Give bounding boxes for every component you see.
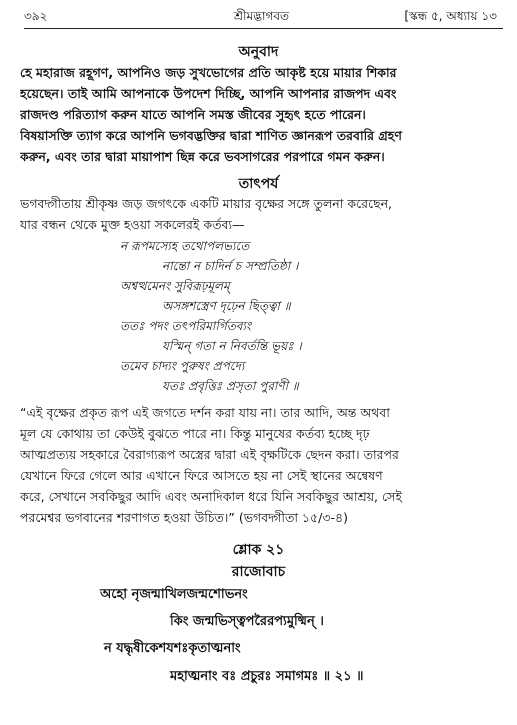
quote-line: মূল যে কোথায় তা কেউই বুঝতে পারে না। কিন্তু মানুষের কর্তব্য হচ্ছে দৃঢ় bbox=[20, 426, 370, 441]
running-header bbox=[24, 6, 505, 28]
verse-line: ততঃ পদং তৎপরিমার্গিতব্যং bbox=[120, 319, 252, 333]
translation-text bbox=[20, 62, 501, 167]
verse-line: যস্মিন্ গতা ন নিবর্তন্তি ভূয়ঃ । bbox=[162, 339, 302, 353]
purport-heading: তাৎপর্য bbox=[238, 176, 279, 192]
purport-intro-line: যার বন্ধন থেকে মুক্ত হওয়া সকলেরই কর্তব্য— bbox=[20, 217, 245, 232]
verse-line: অশ্বত্থমেনং সুবিরূঢ়মূলম্ bbox=[120, 279, 230, 293]
sloka-line: কিং জন্মভিস্ত্বপরৈরপ্যমুষ্মিন্ । bbox=[170, 614, 324, 629]
verse-line: তমেব চাদ্যং পুরুষং প্রপদ্যে bbox=[120, 359, 245, 373]
quote-line: আত্মপ্রত্যয় সহকারে বৈরাগ্যরূপ অস্ত্রের দ্বারা এই বৃক্ষটিকে ছেদন করা। তারপর bbox=[20, 447, 399, 462]
translation-line: হে মহারাজ রহূগণ, আপনিও জড় সুখভোগের প্রতি আকৃষ্ট হয়ে মায়ার শিকার bbox=[20, 65, 397, 80]
book-title: শ্রীমদ্ভাগবত bbox=[234, 9, 290, 23]
verse-line: অসঙ্গশস্ত্রেণ দৃঢ়েন ছিত্ত্বা ॥ bbox=[162, 299, 291, 313]
gita-verse bbox=[0, 236, 517, 396]
header-rule bbox=[24, 28, 503, 29]
translation-line: হয়েছেন। তাই আমি আপনাকে উপদেশ দিচ্ছি, আপনি আপনার রাজপদ এবং bbox=[20, 86, 397, 101]
purport-intro bbox=[20, 193, 501, 235]
quote-line: “এই বৃক্ষের প্রকৃত রূপ এই জগতে দর্শন করা যায় না। তার আদি, অন্ত অথবা bbox=[20, 405, 390, 420]
sloka-speaker: রাজোবাচ bbox=[231, 564, 286, 580]
translation-line: বিষয়াসক্তি ত্যাগ করে আপনি ভগবদ্ভক্তির দ্বারা শাণিত জ্ঞানরূপ তরবারি গ্রহণ bbox=[20, 128, 402, 143]
sloka-heading: শ্লোক ২১ bbox=[232, 542, 285, 558]
verse-translation bbox=[20, 402, 501, 528]
verse-line: নান্তো ন চাদির্ন চ সম্প্রতিষ্ঠা । bbox=[162, 259, 299, 273]
purport-intro-line: ভগবদ্গীতায় শ্রীকৃষ্ণ জড় জগৎকে একটি মায়ার বৃক্ষের সঙ্গে তুলনা করেছেন, bbox=[20, 196, 393, 211]
sloka-line: ন যদ্ধৃষীকেশযশঃকৃতাত্মনাং bbox=[104, 641, 241, 656]
quote-line: যেখানে ফিরে গেলে আর এখানে ফিরে আসতে হয় না সেই স্থানের অন্বেষণ bbox=[20, 468, 383, 483]
page-number: ৩৯২ bbox=[24, 9, 48, 23]
verse-line: যতঃ প্রবৃত্তিঃ প্রসৃতা পুরাণী ॥ bbox=[162, 379, 299, 393]
translation-line: করুন, এবং তার দ্বারা মায়াপাশ ছিন্ন করে ভবসাগরের পরপারে গমন করুন। bbox=[20, 149, 385, 164]
translation-heading: অনুবাদ bbox=[238, 44, 279, 60]
quote-line: করে, সেখানে সবকিছুর আদি এবং অনাদিকাল ধরে যিনি সবকিছুর আশ্রয়, সেই bbox=[20, 489, 402, 504]
quote-line: পরমেশ্বর ভগবানের শরণাগত হওয়া উচিত।” (ভগবদ্গীতা ১৫/৩-৪) bbox=[20, 510, 348, 525]
chapter-reference: [স্কন্ধ ৫, অধ্যায় ১৩ bbox=[404, 9, 497, 23]
sloka-line: মহাত্মনাং বঃ প্রচুরঃ সমাগমঃ ॥ ২১ ॥ bbox=[170, 669, 364, 684]
sloka-line: অহো নৃজন্মাখিলজন্মশোভনং bbox=[100, 587, 248, 602]
verse-line: ন রূপমস্যেহ তথোপলভ্যতে bbox=[120, 239, 250, 253]
translation-line: রাজদণ্ড পরিত্যাগ করুন যাতে আপনি সমস্ত জীবের সুহৃৎ হতে পারেন। bbox=[20, 107, 366, 122]
